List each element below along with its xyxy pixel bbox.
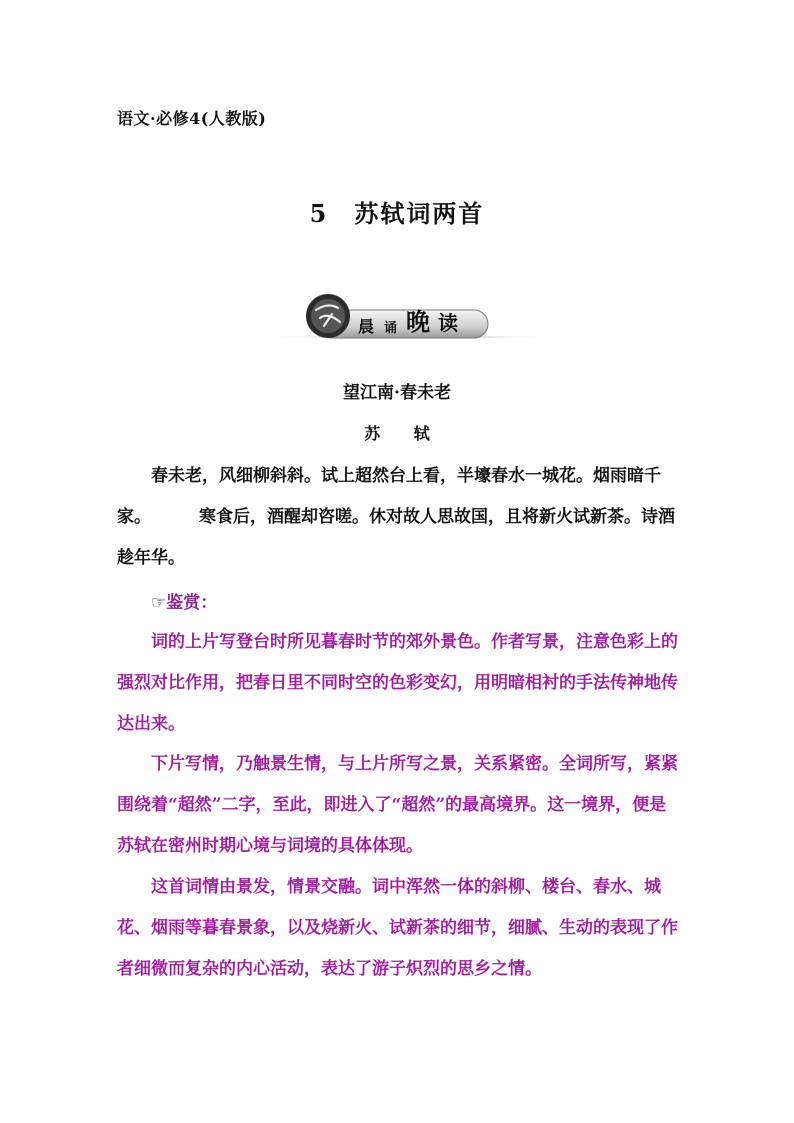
book-header: 语文·必修4(人教版) [117, 109, 267, 128]
appreciation-heading [117, 583, 683, 624]
appreciation-paragraph: 下片写情，乃触景生情，与上片所写之景，关系紧密。全词所写，紧紧围绕着“超然”二字，至此，即进入了“超然”的最高境界。这一境界，便是苏轼在密州时期心境与词境的具体体现。 [117, 754, 678, 856]
section-banner [262, 292, 552, 344]
appreciation-paragraph: 词的上片写登台时所见暮春时节的郊外景色。作者写景，注意色彩上的强烈对比作用，把春日里不同时空的色彩变幻，用明暗相衬的手法传神地传达出来。 [117, 632, 678, 734]
poem-body [117, 456, 683, 579]
banner-char-2: 诵 [384, 321, 398, 336]
appreciation-label: 鉴赏： [166, 593, 218, 613]
poem-stanza-2: 寒食后，酒醒却咨嗟。休对故人思故国，且将新火试新茶。诗酒趁年华。 [117, 507, 675, 568]
poem-stanza-1: 春未老，风细柳斜斜。试上超然台上看，半壕春水一城花。烟雨暗千家。 [117, 466, 661, 527]
banner-graphic [262, 292, 552, 344]
poem-author: 苏 轼 [364, 424, 444, 443]
banner-char-3: 晚 [406, 307, 430, 336]
banner-char-1: 晨 [358, 317, 375, 336]
lesson-number: 5 [309, 199, 329, 228]
lesson-title [0, 194, 794, 229]
poem-title: 望江南·春未老 [343, 383, 451, 403]
pointing-hand-icon: ☞ [151, 593, 167, 613]
banner-char-4: 读 [438, 311, 458, 335]
appreciation-paragraph: 这首词情由景发，情景交融。词中浑然一体的斜柳、楼台、春水、城花、烟雨等暮春景象，以及烧新火、试新茶的细节，细腻、生动的表现了作者细微而复杂的内心活动，表达了游子炽烈的思乡之情。 [117, 877, 678, 979]
lesson-name: 苏轼词两首 [354, 199, 485, 228]
